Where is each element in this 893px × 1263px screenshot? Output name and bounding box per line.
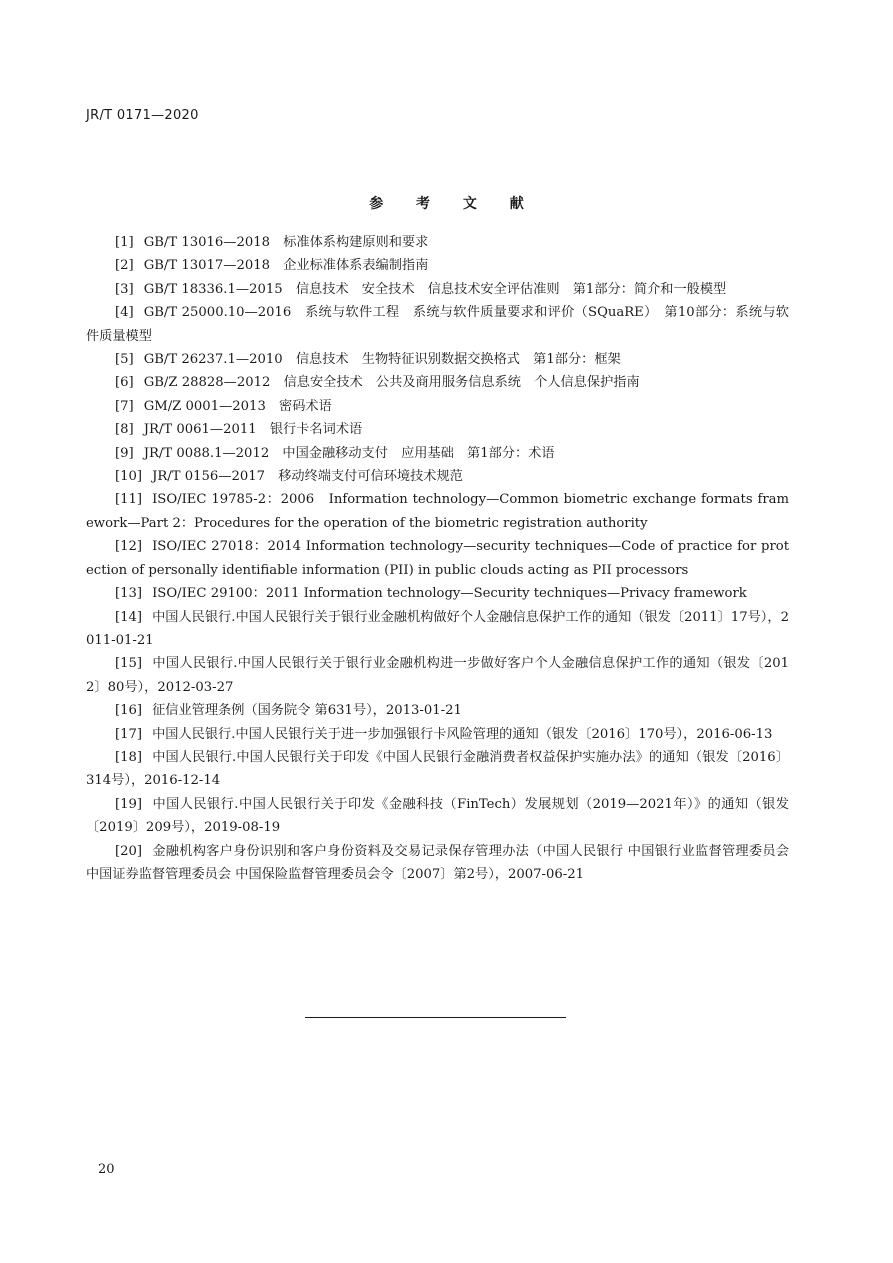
reference-text: GB/T 13017—2018 企业标准体系表编制指南: [143, 258, 429, 274]
reference-list: [86, 231, 789, 886]
reference-item: [86, 395, 789, 418]
reference-item: [86, 254, 789, 277]
reference-number: [13]: [115, 586, 143, 602]
reference-item: [86, 746, 789, 793]
reference-number: [10]: [115, 469, 143, 485]
reference-text: 中国人民银行.中国人民银行关于印发《中国人民银行金融消费者权益保护实施办法》的通知（银发〔2016〕314号），2016-12-14: [86, 749, 789, 789]
reference-item: [86, 348, 789, 371]
reference-text: ISO/IEC 27018：2014 Information technology—security techniques—Code of practice for protection of personally identifiable information (PII) in public clouds acting as PII processors: [86, 539, 789, 578]
reference-number: [2]: [115, 258, 134, 274]
reference-number: [7]: [115, 398, 134, 414]
reference-item: [86, 301, 789, 348]
reference-item: [86, 652, 789, 699]
reference-text: GB/T 25000.10—2016 系统与软件工程 系统与软件质量要求和评价（SQuaRE） 第10部分：系统与软件质量模型: [86, 305, 789, 344]
reference-text: 中国人民银行.中国人民银行关于银行业金融机构做好个人金融信息保护工作的通知（银发〔2011〕17号），2011-01-21: [86, 609, 789, 648]
reference-text: ISO/IEC 19785-2：2006 Information technology—Common biometric exchange formats framework—Part 2：Procedures for the operation of the biometric registration authority: [86, 492, 789, 531]
reference-item: [86, 465, 789, 488]
reference-item: [86, 231, 789, 254]
page-number: 20: [98, 1162, 115, 1177]
reference-number: [9]: [115, 445, 134, 461]
reference-number: [20]: [115, 843, 143, 859]
reference-item: [86, 699, 789, 722]
reference-text: JR/T 0088.1—2012 中国金融移动支付 应用基础 第1部分：术语: [143, 445, 555, 461]
reference-item: [86, 840, 789, 887]
reference-item: [86, 606, 789, 653]
standard-code-header: JR/T 0171—2020: [86, 108, 199, 123]
reference-number: [1]: [115, 235, 134, 250]
reference-item: [86, 278, 789, 301]
reference-number: [3]: [115, 281, 134, 297]
reference-text: GB/T 26237.1—2010 信息技术 生物特征识别数据交换格式 第1部分：框架: [143, 352, 621, 368]
reference-text: GB/T 13016—2018 标准体系构建原则和要求: [143, 235, 429, 250]
reference-item: [86, 371, 789, 394]
reference-item: [86, 723, 789, 746]
reference-number: [5]: [115, 352, 134, 368]
reference-text: 中国人民银行.中国人民银行关于进一步加强银行卡风险管理的通知（银发〔2016〕170号），2016-06-13: [152, 726, 773, 742]
reference-number: [4]: [115, 305, 134, 321]
reference-number: [8]: [115, 422, 134, 438]
reference-item: [86, 488, 789, 535]
reference-text: 征信业管理条例（国务院令 第631号），2013-01-21: [152, 703, 462, 719]
reference-number: [12]: [115, 539, 143, 555]
reference-text: 中国人民银行.中国人民银行关于银行业金融机构进一步做好客户个人金融信息保护工作的通知（银发〔2012〕80号），2012-03-27: [86, 656, 789, 695]
reference-number: [6]: [115, 375, 134, 391]
reference-number: [17]: [115, 726, 143, 742]
reference-item: [86, 442, 789, 465]
reference-number: [19]: [115, 796, 143, 812]
reference-text: ISO/IEC 29100：2011 Information technology—Security techniques—Privacy framework: [152, 586, 747, 602]
reference-item: [86, 418, 789, 441]
reference-number: [18]: [115, 749, 143, 765]
reference-text: JR/T 0061—2011 银行卡名词术语: [143, 422, 363, 438]
reference-item: [86, 793, 789, 840]
reference-text: JR/T 0156—2017 移动终端支付可信环境技术规范: [152, 469, 463, 485]
reference-number: [16]: [115, 703, 143, 719]
reference-item: [86, 535, 789, 582]
reference-text: 中国人民银行.中国人民银行关于印发《金融科技（FinTech）发展规划（2019—2021年）》的通知（银发〔2019〕209号），2019-08-19: [86, 796, 789, 836]
reference-text: GB/T 18336.1—2015 信息技术 安全技术 信息技术安全评估准则 第1部分：简介和一般模型: [143, 281, 727, 297]
reference-number: [11]: [115, 492, 143, 508]
reference-item: [86, 582, 789, 605]
reference-number: [15]: [115, 656, 143, 672]
reference-number: [14]: [115, 609, 143, 625]
section-title: 参 考 文 献: [369, 196, 538, 212]
end-rule: [305, 1017, 566, 1018]
reference-text: GB/Z 28828—2012 信息安全技术 公共及商用服务信息系统 个人信息保护指南: [143, 375, 640, 391]
reference-text: GM/Z 0001—2013 密码术语: [143, 398, 332, 414]
reference-text: 金融机构客户身份识别和客户身份资料及交易记录保存管理办法（中国人民银行 中国银行业监督管理委员会 中国证券监督管理委员会 中国保险监督管理委员会令〔2007〕第2号），2007-06-21: [86, 843, 789, 882]
